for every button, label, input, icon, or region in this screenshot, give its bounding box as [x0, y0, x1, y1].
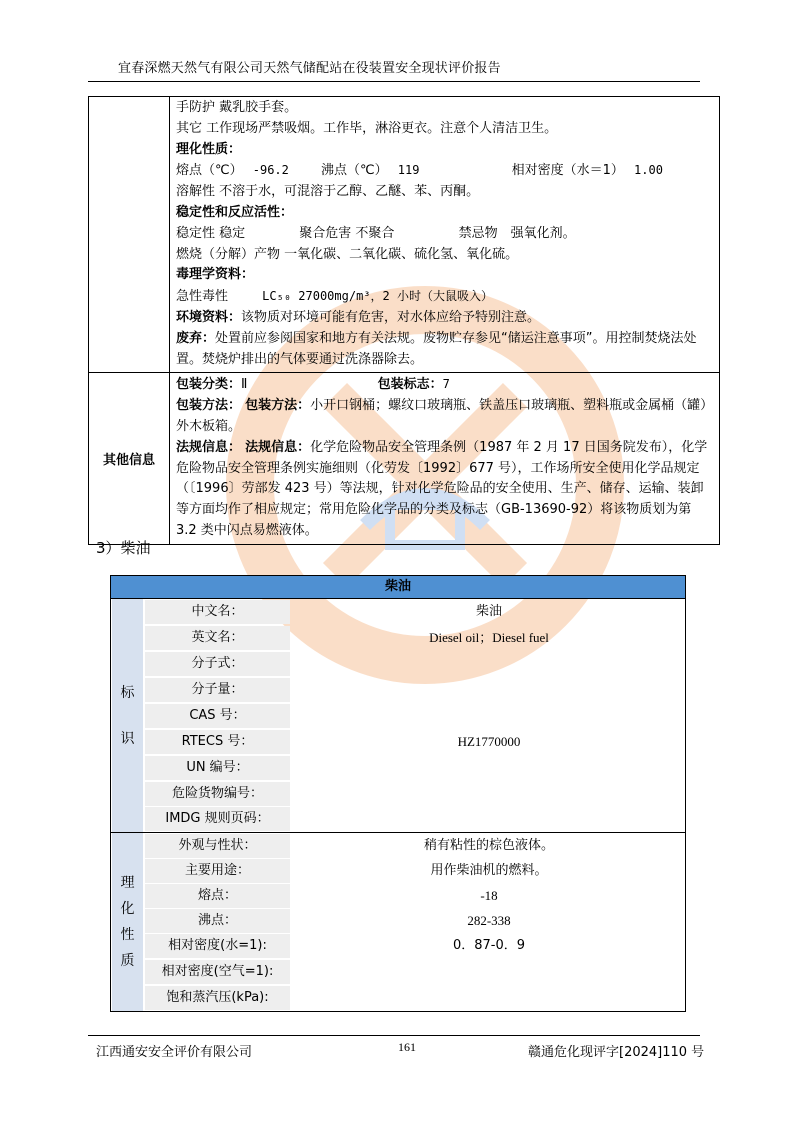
row-key: 分子式： [145, 652, 290, 676]
footer-company: 江西通安安全评价有限公司 [96, 1045, 253, 1060]
physchem-label-char: 性 [120, 927, 135, 943]
boiling-value: 119 [397, 163, 420, 178]
row-key: 英文名： [145, 626, 290, 650]
physchem-label-char: 理 [120, 875, 135, 891]
density-value: 1.00 [634, 163, 663, 178]
row-value [293, 703, 685, 729]
environment-line [176, 308, 713, 329]
row-key: RTECS 号： [145, 730, 290, 754]
footer-report-number: 赣通危化现评字[2024]110 号 [528, 1045, 705, 1060]
environment-text: 该物质对环境可能有危害，对水体应给予特别注意。 [241, 309, 541, 325]
row-value [293, 806, 685, 832]
row-key: 分子量： [145, 678, 290, 702]
hand-protection-line: 手防护 戴乳胶手套。 [176, 100, 298, 115]
regulation-text: 化学危险物品安全管理条例（1987 年 2 月 17 日国务院发布），化学危险物品安全管理条例实施细则（化劳发〔1992〕677 号），工作场所安全使用化学品规定（〔1996〕劳部发 423 号）等法规，针对化学危险品的安全使用、生产、储存、运输、装卸等方面均作了相应规定；常用危险化学品的分类及标志（GB-13690-92）将该物质划为第 3.2 类中闪点易燃液体。 [176, 439, 708, 538]
stability-value: 稳定性 稳定 [176, 225, 246, 241]
page-number: 161 [398, 1040, 416, 1054]
row-value [293, 959, 685, 985]
row-value [293, 985, 685, 1011]
table-row [143, 933, 685, 959]
packaging-method-heading: 包装方法： [176, 398, 242, 414]
row-value [293, 677, 685, 703]
table-row [89, 373, 720, 544]
diesel-table [110, 575, 686, 1012]
table-row [143, 729, 685, 755]
melting-boiling-density-line [176, 160, 713, 182]
row-key: 主要用途： [145, 859, 290, 883]
waste-heading: 废弃： [176, 330, 216, 346]
row-value: HZ1770000 [457, 734, 521, 749]
boiling-label: 沸点（℃） [321, 163, 388, 179]
other-info-cell [170, 373, 720, 544]
row-value: 用作柴油机的燃料。 [430, 863, 548, 878]
row-key: UN 编号： [145, 756, 290, 780]
acute-toxicity-label: 急性毒性 [176, 289, 229, 305]
physchem-label-char: 化 [120, 901, 135, 917]
row-key: 沸点： [145, 909, 290, 933]
stability-heading: 稳定性和反应活性： [176, 204, 294, 220]
regulation-heading: 法规信息： [176, 439, 242, 455]
other-info-label: 其他信息 [89, 373, 170, 544]
table-row [143, 985, 685, 1011]
header-divider [88, 81, 700, 82]
table-row [143, 781, 685, 807]
row-value: -18 [480, 888, 498, 903]
row-value: 282-338 [467, 913, 511, 928]
waste-text: 处置前应参阅国家和地方有关法规。废物贮存参见“储运注意事项”。用控制焚烧法处置。焚烧炉排出的气体要通过洗涤器除去。 [176, 330, 697, 367]
row-value [293, 781, 685, 807]
phys-props-heading: 理化性质： [176, 141, 242, 157]
packaging-class-value: Ⅱ [241, 377, 248, 393]
row-key: 中文名： [145, 600, 290, 624]
table-row [143, 959, 685, 985]
packaging-method-text: 小开口钢桶；螺纹口玻璃瓶、铁盖压口玻璃瓶、塑料瓶或金属桶（罐）外木板箱。 [176, 398, 707, 434]
table-row [89, 97, 720, 373]
density-label: 相对密度（水＝1） [511, 163, 624, 179]
table-row [143, 883, 685, 909]
regulation-heading-2: 法规信息： [245, 439, 311, 455]
physchem-label-char: 质 [120, 953, 135, 969]
row-value [293, 755, 685, 781]
table-row [143, 858, 685, 884]
hazard-info-table [88, 96, 720, 545]
table-row [143, 806, 685, 832]
table-row [143, 755, 685, 781]
section-heading-diesel: 3）柴油 [96, 539, 151, 557]
row-key: 相对密度(水=1): [145, 934, 290, 958]
row-value: 柴油 [475, 604, 502, 619]
incompatible-value: 禁忌物 强氧化剂。 [458, 225, 576, 241]
other-protection-line: 其它 工作现场严禁吸烟。工作毕，淋浴更衣。注意个人清洁卫生。 [176, 120, 558, 136]
row-key: 相对密度(空气=1): [145, 960, 290, 984]
table-row [143, 599, 685, 625]
row-value: 0．87-0．9 [452, 938, 526, 953]
polymerization-value: 聚合危害 不聚合 [299, 225, 395, 241]
acute-toxicity-line [176, 286, 713, 308]
row-value: Diesel oil；Diesel fuel [429, 630, 549, 645]
regulation-line [176, 438, 713, 542]
identification-group-label [112, 599, 143, 832]
combustion-line: 燃烧（分解）产物 一氧化碳、二氧化碳、硫化氢、氧化硫。 [176, 246, 519, 262]
page-header-title: 宜春深燃天然气有限公司天然气储配站在役装置安全现状评价报告 [118, 61, 501, 76]
packaging-class-line [176, 374, 713, 396]
melting-label: 熔点（℃） [176, 163, 243, 179]
packaging-mark-heading: 包装标志： [377, 377, 443, 393]
row-key: 危险货物编号： [145, 782, 290, 806]
row-key: 外观与性状： [145, 834, 290, 858]
row-key: CAS 号： [145, 704, 290, 728]
table-row [143, 703, 685, 729]
identification-label-char: 识 [120, 730, 135, 747]
toxicology-heading: 毒理学资料： [176, 267, 255, 283]
physchem-group-label [112, 833, 143, 1011]
acute-toxicity-value: LC₅₀ 27000mg/m³，2 小时（大鼠吸入） [262, 289, 493, 304]
waste-line [176, 329, 713, 371]
packaging-class-heading: 包装分类： [176, 377, 242, 393]
packaging-method-line [176, 396, 713, 438]
row-key: IMDG 规则页码： [145, 807, 290, 831]
row-value: 稍有粘性的棕色液体。 [423, 838, 554, 853]
diesel-table-title: 柴油 [111, 576, 685, 599]
row-value [293, 651, 685, 677]
packaging-mark-value: 7 [442, 377, 450, 392]
packaging-method-heading-2: 包装方法： [245, 398, 311, 414]
empty-label-cell [89, 97, 170, 373]
solubility-line: 溶解性 不溶于水，可混溶于乙醇、乙醚、苯、丙酮。 [176, 184, 480, 200]
stability-line [176, 224, 713, 245]
melting-value: -96.2 [252, 163, 289, 178]
table-row [143, 908, 685, 934]
row-key: 饱和蒸汽压(kPa): [145, 986, 290, 1010]
footer-divider [88, 1035, 700, 1036]
environment-heading: 环境资料： [176, 309, 242, 325]
table-row [143, 677, 685, 703]
table-row [143, 833, 685, 859]
table-row [143, 625, 685, 651]
details-cell [170, 97, 720, 373]
row-key: 熔点： [145, 884, 290, 908]
table-row [143, 651, 685, 677]
identification-label-char: 标 [120, 684, 135, 701]
